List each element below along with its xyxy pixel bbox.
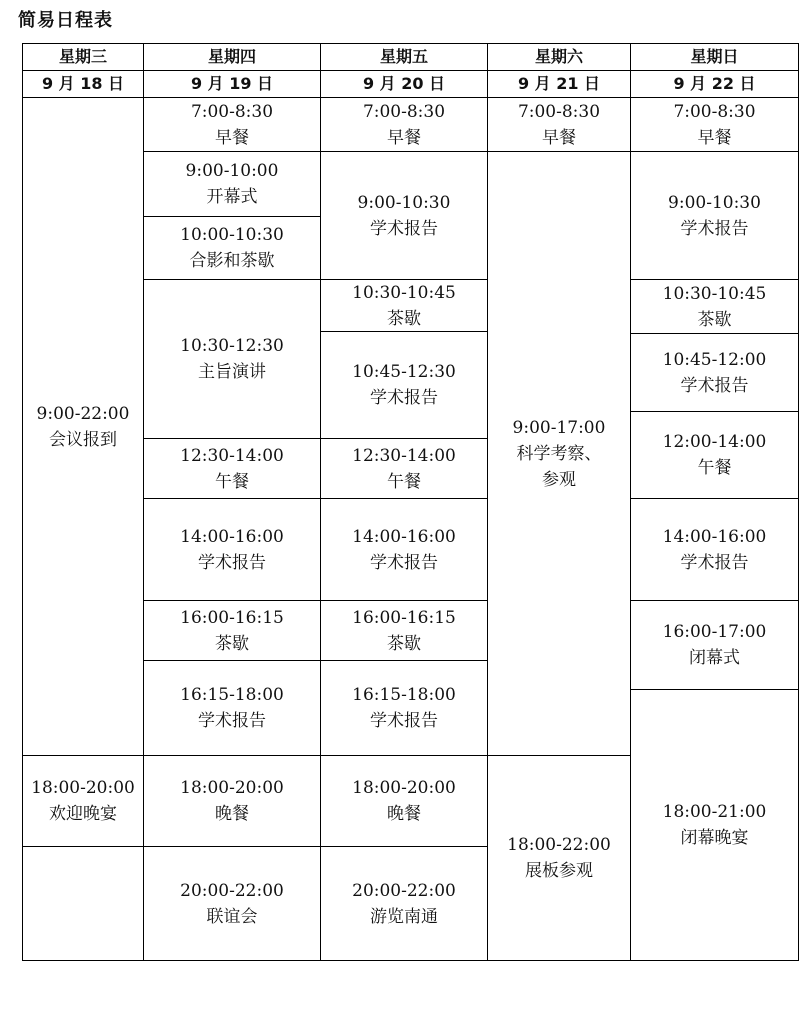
time-label: 9:00-10:30 [357, 192, 451, 213]
schedule-cell-thu-4 [144, 439, 321, 499]
time-label: 10:30-10:45 [662, 283, 767, 304]
event-label: 茶歇 [697, 309, 732, 330]
time-label: 18:00-20:00 [352, 778, 456, 798]
schedule-table [22, 43, 799, 961]
time-label: 10:45-12:30 [352, 362, 456, 382]
time-label: 9:00-10:30 [668, 192, 761, 213]
time-label: 14:00-16:00 [352, 526, 456, 547]
schedule-cell-fri-7 [321, 661, 488, 756]
time-label: 18:00-21:00 [662, 802, 767, 822]
header-weekday-thu [144, 44, 321, 71]
event-label: 早餐 [542, 127, 576, 148]
schedule-cell-thu-2 [144, 217, 321, 280]
schedule-cell-thu-5 [144, 499, 321, 601]
event-label: 游览南通 [370, 906, 438, 927]
schedule-cell-wed-0 [23, 98, 144, 756]
time-label: 16:00-17:00 [662, 622, 767, 642]
schedule-cell-wed-1 [23, 756, 144, 847]
event-label: 闭幕晚宴 [680, 828, 749, 848]
time-label: 20:00-22:00 [352, 880, 456, 901]
event-label: 学术报告 [680, 552, 749, 573]
time-label: 12:30-14:00 [180, 445, 284, 466]
event-label: 早餐 [697, 127, 732, 148]
time-label: 16:15-18:00 [352, 685, 456, 705]
header-date-sun [631, 71, 798, 98]
header-weekday-sat [488, 44, 631, 71]
schedule-cell-fri-2 [321, 280, 488, 332]
date-label: 9 月 20 日 [362, 74, 446, 93]
event-label: 晚餐 [215, 804, 249, 824]
schedule-cell-fri-9 [321, 847, 488, 960]
page-title: 简易日程表 [18, 10, 113, 31]
schedule-cell-fri-6 [321, 601, 488, 661]
event-label: 合影和茶歇 [189, 251, 275, 271]
weekday-label: 星期五 [379, 47, 428, 66]
schedule-cell-sun-4 [631, 412, 798, 499]
schedule-cell-sun-5 [631, 499, 798, 601]
time-label: 9:00-10:00 [185, 161, 279, 181]
header-date-thu [144, 71, 321, 98]
weekday-label: 星期四 [207, 47, 256, 66]
event-label: 学术报告 [370, 552, 438, 573]
weekday-label: 星期六 [534, 47, 583, 66]
time-label: 9:00-22:00 [36, 403, 130, 424]
time-label: 16:15-18:00 [180, 685, 284, 705]
event-label: 学术报告 [198, 552, 266, 573]
time-label: 7:00-8:30 [517, 101, 601, 122]
time-label: 9:00-17:00 [512, 417, 606, 438]
schedule-cell-fri-4 [321, 439, 488, 499]
weekday-label: 星期三 [58, 47, 107, 66]
event-label: 主旨演讲 [198, 362, 266, 382]
schedule-cell-fri-1 [321, 152, 488, 280]
event-label: 学术报告 [370, 711, 438, 731]
schedule-cell-sun-7 [631, 690, 798, 960]
schedule-cell-thu-8 [144, 756, 321, 847]
date-label: 9 月 21 日 [517, 74, 601, 93]
event-label: 茶歇 [215, 633, 249, 654]
time-label: 12:00-14:00 [662, 432, 767, 452]
time-label: 20:00-22:00 [180, 880, 284, 901]
event-label: 展板参观 [525, 861, 593, 881]
schedule-cell-thu-0 [144, 98, 321, 152]
schedule-cell-sun-2 [631, 280, 798, 334]
time-label: 10:45-12:00 [662, 349, 767, 370]
schedule-cell-thu-9 [144, 847, 321, 960]
schedule-cell-thu-1 [144, 152, 321, 217]
time-label: 18:00-20:00 [31, 778, 135, 798]
time-label: 7:00-8:30 [673, 101, 756, 122]
schedule-cell-wed-2 [23, 847, 144, 960]
schedule-cell-sun-6 [631, 601, 798, 690]
event-label: 早餐 [387, 127, 421, 148]
event-label: 联谊会 [206, 906, 258, 927]
date-label: 9 月 19 日 [190, 74, 274, 93]
schedule-cell-sat-2 [488, 756, 631, 960]
event-label: 早餐 [215, 127, 249, 148]
schedule-cell-sat-0 [488, 98, 631, 152]
schedule-cell-fri-0 [321, 98, 488, 152]
time-label: 12:30-14:00 [352, 445, 456, 466]
event-label: 会议报到 [49, 429, 117, 450]
time-label: 7:00-8:30 [190, 101, 274, 122]
header-weekday-sun [631, 44, 798, 71]
schedule-cell-thu-7 [144, 661, 321, 756]
time-label: 18:00-20:00 [180, 778, 284, 798]
header-date-fri [321, 71, 488, 98]
event-label: 茶歇 [387, 308, 421, 329]
schedule-cell-fri-3 [321, 332, 488, 439]
event-label: 学术报告 [680, 375, 749, 396]
time-label: 14:00-16:00 [180, 526, 284, 547]
time-label: 16:00-16:15 [180, 607, 284, 628]
schedule-cell-sun-3 [631, 334, 798, 412]
weekday-label: 星期日 [690, 47, 739, 66]
event-label: 午餐 [697, 458, 732, 478]
event-label: 欢迎晚宴 [49, 804, 117, 824]
schedule-cell-sat-1 [488, 152, 631, 756]
event-label: 学术报告 [370, 388, 438, 408]
time-label: 16:00-16:15 [352, 607, 456, 628]
event-label: 午餐 [387, 471, 421, 492]
time-label: 10:30-12:30 [180, 336, 284, 356]
event-label: 学术报告 [680, 218, 749, 239]
time-label: 10:00-10:30 [180, 225, 284, 245]
date-label: 9 月 18 日 [41, 74, 125, 93]
event-label: 学术报告 [370, 218, 438, 239]
schedule-cell-fri-8 [321, 756, 488, 847]
event-label: 晚餐 [387, 804, 421, 824]
time-label: 18:00-22:00 [507, 835, 611, 855]
schedule-cell-fri-5 [321, 499, 488, 601]
schedule-cell-thu-6 [144, 601, 321, 661]
time-label: 10:30-10:45 [352, 282, 456, 303]
event-label: 茶歇 [387, 633, 421, 654]
event-label: 开幕式 [206, 187, 258, 207]
header-weekday-fri [321, 44, 488, 71]
schedule-cell-thu-3 [144, 280, 321, 439]
date-label: 9 月 22 日 [673, 74, 756, 93]
event-label: 午餐 [215, 471, 249, 492]
event-label: 学术报告 [198, 711, 266, 731]
time-label: 14:00-16:00 [662, 526, 767, 547]
schedule-cell-sun-1 [631, 152, 798, 280]
event-label: 科学考察、参观 [516, 443, 602, 490]
event-label: 闭幕式 [689, 648, 740, 668]
header-weekday-wed [23, 44, 144, 71]
time-label: 7:00-8:30 [362, 101, 446, 122]
schedule-cell-sun-0 [631, 98, 798, 152]
header-date-wed [23, 71, 144, 98]
header-date-sat [488, 71, 631, 98]
